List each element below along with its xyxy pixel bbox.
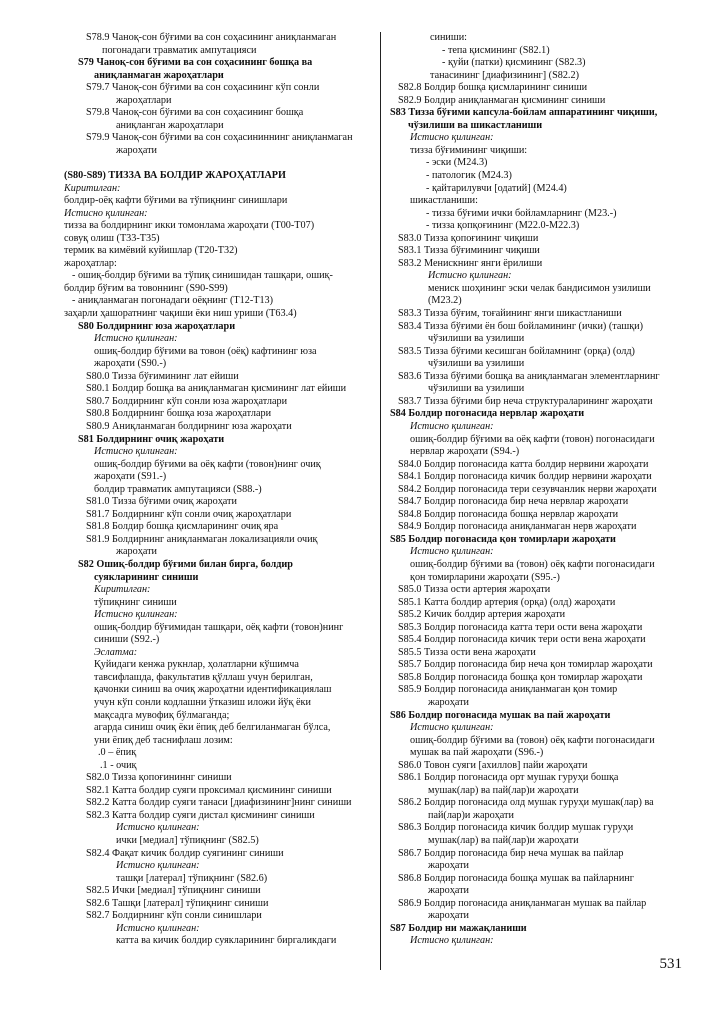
note-label: Истисно қилинган: (116, 822, 200, 834)
text-line: S83.3 Тизза бўғим, тоғайининг янги шикастланиши (398, 308, 622, 320)
text-line: жароҳатлар: (64, 257, 117, 269)
text-line: S83.1 Тизза бўғимининг чиқиши (398, 245, 540, 257)
text-line: шикастланиши: (410, 195, 478, 207)
text-line: S82.8 Болдир бошқа қисмларининг синиши (398, 82, 588, 94)
text-line: катта ва кичик болдир суякларининг биргаликдаги (116, 935, 337, 947)
text-line: жароҳати (116, 546, 158, 558)
text-line: чўзилиши ва узилиши (428, 358, 525, 370)
section-heading: S86 Болдир погонасида мушак ва пай жароҳати (390, 709, 611, 721)
text-line: жароҳати (428, 860, 470, 872)
text-line: - тепа қисмининг (S82.1) (442, 44, 550, 56)
section-heading: суякларининг синиши (94, 571, 199, 583)
text-line: S79.8 Чаноқ-сон бўғими ва сон соҳасининг бошқа (86, 107, 304, 119)
text-line: S80.0 Тизза бўғимининг лат ейиши (86, 370, 239, 382)
text-line: S85.9 Болдир погонасида аниқланмаган қон томир (398, 684, 618, 696)
text-line: - аниқланмаган погонадаги оёқнинг (Т12-Т13) (72, 295, 274, 307)
text-line: жароҳати (428, 696, 470, 708)
text-line: синиши: (430, 32, 468, 43)
text-line: чўзилиши ва узилиши (428, 383, 525, 395)
section-heading: чўзилиши ва шикастланиши (408, 119, 543, 131)
note-label: Истисно қилинган: (410, 546, 494, 558)
text-line: тизза бўғимининг чиқиши: (410, 144, 528, 156)
text-line: совуқ олиш (Т33-Т35) (64, 232, 160, 244)
text-line: S82.6 Ташқи [латерал] тўпиқнинг синиши (86, 897, 269, 909)
text-line: заҳарли ҳашоратнинг чақиши ёки ниш уриши (Т63.4) (64, 308, 297, 320)
text-line: S81.0 Тизза бўғими очиқ жароҳати (86, 496, 237, 508)
text-line: болдир-оёқ кафти бўғими ва тўпиқнинг синишлари (64, 195, 288, 207)
text-line: S83.4 Тизза бўғими ён бош бойламининг (ички) (ташқи) (398, 320, 643, 332)
left-column (64, 32, 376, 948)
text-line: мақсадга мувофиқ бўлмаганда; (94, 709, 230, 721)
text-line: жароҳати (428, 910, 470, 922)
text-line: ошиқ-болдир бўғими ва (товон) оёқ кафти погонасидаги (410, 558, 655, 570)
text-line: S85.4 Болдир погонасида кичик тери ости вена жароҳати (398, 634, 646, 646)
section-heading: (S80-S89) ТИЗЗА ВА БОЛДИР ЖАРОҲАТЛАРИ (64, 170, 286, 182)
text-line: мениск шоҳининг эски челак бандисимон узилиши (428, 282, 651, 294)
text-line: S82.4 Фақат кичик болдир суягининг синиши (86, 847, 284, 859)
text-line: S82.5 Ички [медиал] тўпиқнинг синиши (86, 885, 261, 897)
text-line: танасининг [диафизининг] (S82.2) (430, 69, 579, 81)
text-line: S81.7 Болдирнинг кўп сонли очиқ жароҳатлари (86, 508, 292, 520)
text-line: S79.7 Чаноқ-сон бўғими ва сон соҳасининг кўп сонли (86, 82, 320, 94)
text-line: S86.3 Болдир погонасида кичик болдир мушак гуруҳи (398, 822, 634, 834)
text-line: S82.3 Катта болдир суяги дистал қисмининг синиши (86, 809, 315, 821)
text-line: болдир бўғим ва товоннинг (S90-S99) (64, 282, 228, 294)
text-line: S82.0 Тизза қопоғининнг синиши (86, 772, 232, 784)
text-line: жароҳатлари (116, 94, 172, 106)
text-line: агарда синиш очиқ ёки ёпиқ деб белгиланмаган бўлса, (94, 722, 331, 734)
text-line: болдир травматик ампутацияси (S88.-) (94, 483, 262, 495)
text-line: S83.0 Тизза қопоғининг чиқиши (398, 232, 539, 244)
section-heading: S82 Ошиқ-болдир бўғими билан бирга, болдир (78, 558, 293, 570)
text-line: S82.2 Катта болдир суяги танаси [диафизининг]нинг синиши (86, 797, 352, 809)
page-number: 531 (659, 956, 682, 972)
section-heading: S80 Болдирнинг юза жароҳатлари (78, 320, 236, 332)
note-label: Истисно қилинган: (410, 722, 494, 734)
note-label: Истисно қилинган: (428, 270, 512, 282)
text-line: S85.7 Болдир погонасида бир неча қон томирлар жароҳати (398, 659, 653, 671)
section-heading: S85 Болдир погонасида қон томирлари жароҳати (390, 533, 616, 545)
note-label: Истисно қилинган: (410, 935, 494, 947)
text-line: тавсифлашда, факультатив қўллаш учун берилган, (94, 671, 313, 683)
note-label: Киритилган: (64, 182, 121, 194)
column-divider (380, 32, 381, 970)
text-line: S85.0 Тизза ости артерия жароҳати (398, 584, 551, 596)
text-line: учун кўп сонли кодлашни ўтказиш иложи йўқ ёки (94, 696, 311, 708)
text-line: - ошиқ-болдир бўғими ва тўпиқ синишидан ташқари, ошиқ- (72, 270, 333, 282)
text-line: S85.5 Тизза ости вена жароҳати (398, 646, 536, 658)
text-line: S82.7 Болдирнинг кўп сонли синишлари (86, 910, 262, 922)
text-line: ошиқ-болдир бўғими ва оёқ кафти (товон) погонасидаги (410, 433, 655, 445)
section-heading: аниқланмаган жароҳатлари (94, 69, 224, 81)
text-line: синиши (S92.-) (94, 634, 160, 646)
text-line: погонадаги травматик ампутацияси (102, 44, 257, 56)
text-line: - патологик (М24.3) (426, 170, 512, 182)
text-line: S83.2 Менискнинг янги ёрилиши (398, 257, 543, 269)
note-label: Истисно қилинган: (116, 922, 200, 934)
text-line: S85.3 Болдир погонасида катта тери ости вена жароҳати (398, 621, 643, 633)
text-line: S84.1 Болдир погонасида кичик болдир нервини жароҳати (398, 471, 652, 483)
text-line: S83.6 Тизза бўғими бошқа ва аниқланмаган элементларнинг (398, 370, 660, 382)
note-label: Истисно қилинган: (410, 420, 494, 432)
text-line: S84.2 Болдир погонасида тери сезувчанлик нерви жароҳати (398, 483, 657, 495)
text-line: S86.1 Болдир погонасида орт мушак гуруҳи бошқа (398, 772, 619, 784)
note-label: Истисно қилинган: (64, 207, 148, 219)
text-line: ошиқ-болдир бўғими ва товон (оёқ) кафтининг юза (94, 345, 317, 357)
text-line: Қуйидаги кенжа рукнлар, ҳолатларни кўшимча (94, 659, 299, 671)
text-line: S83.7 Тизза бўғими бир неча структураларининг жароҳати (398, 395, 653, 407)
text-line: S79.9 Чаноқ-сон бўғими ва сон соҳасининнинг аниқланмаган (86, 132, 353, 144)
text-line: ошиқ-болдир бўғимидан ташқари, оёқ кафти (товон)нинг (94, 621, 344, 633)
text-line: S80.9 Аниқланмаган болдирнинг юза жароҳати (86, 420, 292, 432)
text-line: S86.2 Болдир погонасида олд мушак гуруҳи мушак(лар) ва (398, 797, 654, 809)
section-heading: S81 Болдирнинг очиқ жароҳати (78, 433, 225, 445)
section-heading: S87 Болдир ни мажақланиши (390, 922, 527, 934)
text-line: S82.9 Болдир аниқланмаган қисмининг синиши (398, 94, 606, 106)
text-line: S81.8 Болдир бошқа қисмларининг очиқ яра (86, 521, 279, 533)
note-label: Истисно қилинган: (94, 446, 178, 458)
text-line: S86.8 Болдир погонасида бошқа мушак ва пайларнинг (398, 872, 634, 884)
text-line: S86.7 Болдир погонасида бир неча мушак ва пайлар (398, 847, 624, 859)
right-column (386, 32, 712, 948)
text-line: S84.8 Болдир погонасида бошқа нервлар жароҳати (398, 508, 619, 520)
text-line: термик ва кимёвий куйишлар (Т20-Т32) (64, 245, 238, 257)
text-line: қачонки синиш ва очиқ жароҳатни идентификациялаш (94, 684, 332, 696)
text-line: S83.5 Тизза бўғими кесишган бойламнинг (орқа) (олд) (398, 345, 635, 357)
text-line: қон томирларини жароҳати (S95.-) (410, 571, 560, 583)
text-line: S84.0 Болдир погонасида катта болдир нервини жароҳати (398, 458, 649, 470)
text-line: ташқи [латерал] тўпиқнинг (S82.6) (116, 872, 268, 884)
text-line: аниқланган жароҳатлари (116, 119, 224, 131)
text-line: - қуйи (патки) қисмининг (S82.3) (442, 57, 586, 69)
text-line: нервлар жароҳати (S94.-) (410, 446, 520, 458)
text-line: S80.8 Болдирнинг бошқа юза жароҳатлари (86, 408, 272, 420)
text-line: жароҳати (S91.-) (94, 471, 167, 483)
text-line: S85.1 Катта болдир артерия (орқа) (олд) жароҳати (398, 596, 616, 608)
text-line: жароҳати (116, 144, 158, 156)
text-line: - эски (М24.3) (426, 157, 488, 169)
note-label: Истисно қилинган: (116, 860, 200, 872)
text-line: пай(лар)и жароҳати (428, 809, 514, 821)
text-line: S85.8 Болдир погонасида бошқа қон томирлар жароҳати (398, 671, 643, 683)
text-line: S78.9 Чаноқ-сон бўғими ва сон соҳасининг аниқланмаган (86, 32, 337, 43)
text-line: - тизза қопқоғининг (М22.0-М22.3) (426, 220, 580, 232)
section-heading: S79 Чаноқ-сон бўғими ва сон соҳасининг бошқа ва (78, 57, 313, 69)
text-line: тўпиқнинг синиши (94, 596, 177, 608)
text-line: жароҳати (428, 885, 470, 897)
text-line: мушак(лар) ва пай(лар)и жароҳати (428, 784, 579, 796)
note-label: Эслатма: (94, 646, 138, 658)
text-line: ички [медиал] тўпиқнинг (S82.5) (116, 835, 259, 846)
note-label: Истисно қилинган: (94, 609, 178, 621)
text-line: .1 - очиқ (100, 759, 137, 771)
note-label: Истисно қилинган: (94, 333, 178, 345)
text-line: S85.2 Кичик болдир артерия жароҳати (398, 609, 566, 621)
text-line: S82.1 Катта болдир суяги проксимал қисмининг синиши (86, 784, 332, 796)
text-line: мушак ва пай жароҳати (S96.-) (410, 747, 544, 759)
text-line: S86.9 Болдир погонасида аниқланмаган мушак ва пайлар (398, 897, 647, 909)
section-heading: S84 Болдир погонасида нервлар жароҳати (390, 408, 585, 420)
text-line: тизза ва болдирнинг икки томонлама жароҳати (Т00-Т07) (64, 220, 315, 232)
text-line: - тизза бўғими ички бойламларнинг (М23.-) (426, 207, 617, 219)
text-line: S84.7 Болдир погонасида бир неча нервлар жароҳати (398, 496, 629, 508)
text-line: мушак(лар) ва пай(лар)и жароҳати (428, 835, 579, 846)
text-line (64, 157, 376, 170)
text-line: S81.9 Болдирнинг аниқланмаган локализацияли очиқ (86, 533, 318, 545)
text-line: чўзилиши ва узилиши (428, 333, 525, 345)
section-heading: S83 Тизза бўғими капсула-бойлам аппаратининг чиқиши, (390, 107, 658, 119)
text-line: - қайтарилувчи [одатий] (М24.4) (426, 182, 567, 194)
text-line: уни ёпиқ деб таснифлаш лозим: (94, 734, 233, 746)
note-label: Киритилган: (94, 584, 151, 596)
text-line: ошиқ-болдир бўғими ва оёқ кафти (товон)нинг очиқ (94, 458, 321, 470)
text-line: S80.7 Болдирнинг кўп сонли юза жароҳатлари (86, 395, 288, 407)
text-line: ошиқ-болдир бўғими ва (товон) оёқ кафти погонасидаги (410, 734, 655, 746)
text-line: S80.1 Болдир бошқа ва аниқланмаган қисмининг лат ейиши (86, 383, 347, 395)
text-line: S86.0 Товон суяги [ахиллов] пайи жароҳати (398, 759, 588, 771)
text-line: (М23.2) (428, 295, 462, 307)
text-line: жароҳати (S90.-) (94, 358, 167, 370)
note-label: Истисно қилинган: (410, 132, 494, 144)
text-line: S84.9 Болдир погонасида аниқланмаган нерв жароҳати (398, 521, 637, 533)
text-line: .0 – ёпиқ (98, 747, 137, 759)
